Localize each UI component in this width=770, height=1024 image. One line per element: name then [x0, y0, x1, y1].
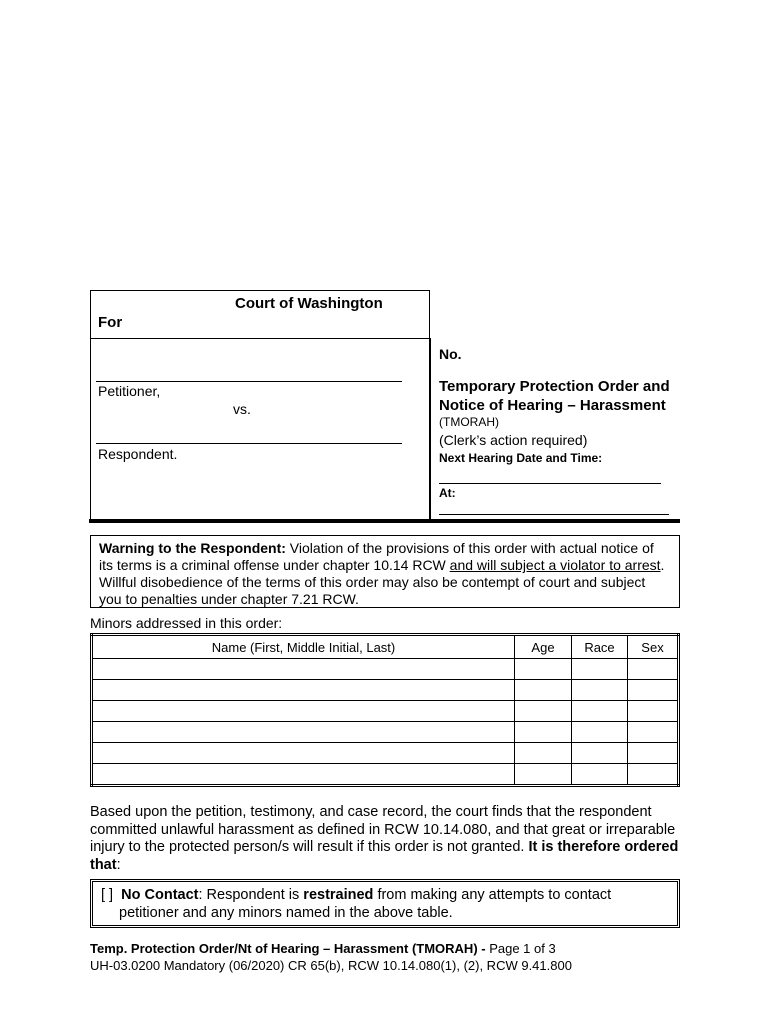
age-cell[interactable]: [515, 722, 572, 743]
restrained-text: restrained: [303, 887, 374, 903]
name-cell[interactable]: [92, 659, 515, 680]
name-cell[interactable]: [92, 701, 515, 722]
warning-box: [90, 535, 680, 608]
sex-cell[interactable]: [628, 701, 679, 722]
sex-cell[interactable]: [628, 743, 679, 764]
column-header-sex: Sex: [628, 635, 679, 659]
age-cell[interactable]: [515, 680, 572, 701]
minors-label: Minors addressed in this order:: [90, 615, 283, 631]
page-footer: [90, 940, 572, 974]
caption-separator: [90, 338, 431, 339]
no-contact-heading: No Contact: [121, 887, 199, 903]
column-header-age: Age: [515, 635, 572, 659]
table-row: [92, 701, 679, 722]
age-cell[interactable]: [515, 743, 572, 764]
sex-cell[interactable]: [628, 680, 679, 701]
findings-order-emphasis: It is therefore ordered that: [90, 839, 679, 873]
footer-page-number: Page 1 of 3: [485, 941, 556, 956]
age-cell[interactable]: [515, 701, 572, 722]
case-number-label: No.: [439, 346, 462, 362]
at-label: At:: [439, 486, 456, 500]
vs-label: vs.: [233, 401, 251, 417]
no-contact-checkbox[interactable]: [ ]: [101, 887, 114, 903]
sex-cell[interactable]: [628, 764, 679, 786]
race-cell[interactable]: [572, 743, 628, 764]
petitioner-line[interactable]: [96, 381, 402, 382]
respondent-label: Respondent.: [98, 446, 178, 462]
warning-heading: Warning to the Respondent:: [99, 540, 286, 556]
no-contact-text: : Respondent is: [198, 887, 304, 903]
race-cell[interactable]: [572, 701, 628, 722]
age-cell[interactable]: [515, 764, 572, 786]
caption-divider: [430, 338, 431, 520]
race-cell[interactable]: [572, 764, 628, 786]
no-contact-box: [90, 879, 680, 928]
table-row: [92, 659, 679, 680]
table-row: [92, 722, 679, 743]
warning-text: Violation of the provisions of this order with actual notice of its terms is a criminal offense under chapter 10.14 RCW: [99, 540, 654, 573]
table-row: [92, 743, 679, 764]
name-cell[interactable]: [92, 680, 515, 701]
column-header-race: Race: [572, 635, 628, 659]
caption-box: [90, 290, 430, 521]
hearing-date-line[interactable]: [439, 483, 661, 484]
minors-header-row: [92, 635, 679, 659]
footer-form-title: Temp. Protection Order/Nt of Hearing – Harassment (TMORAH) -: [90, 941, 486, 956]
respondent-line[interactable]: [96, 443, 402, 444]
name-cell[interactable]: [92, 722, 515, 743]
for-label: For: [98, 314, 123, 331]
findings-text: Based upon the petition, testimony, and case record, the court finds that the respondent committed unlawful harassment as defined in RCW 10.14.080, and that great or irreparable injury to the protected person/s will result if this order is not granted.: [90, 804, 676, 855]
race-cell[interactable]: [572, 722, 628, 743]
minors-table: [90, 633, 680, 787]
footer-form-citation: UH-03.0200 Mandatory (06/2020) CR 65(b), RCW 10.14.080(1), (2), RCW 9.41.800: [90, 958, 572, 973]
court-name: Court of Washington: [235, 295, 383, 312]
name-cell[interactable]: [92, 764, 515, 786]
sex-cell[interactable]: [628, 722, 679, 743]
race-cell[interactable]: [572, 680, 628, 701]
caption-bottom-rule: [89, 519, 680, 523]
next-hearing-label: Next Hearing Date and Time:: [439, 451, 603, 465]
document-title-line2: Notice of Hearing – Harassment: [439, 397, 666, 414]
table-row: [92, 680, 679, 701]
findings-colon: :: [116, 856, 121, 873]
warning-arrest-text: and will subject a violator to arrest: [449, 557, 661, 573]
sex-cell[interactable]: [628, 659, 679, 680]
document-title-line1: Temporary Protection Order and: [439, 378, 670, 395]
race-cell[interactable]: [572, 659, 628, 680]
table-row: [92, 764, 679, 786]
warning-text-continued: . Willful disobedience of the terms of this order may also be contempt of court and subject you to penalties under chapter 7.21 RCW.: [99, 557, 665, 607]
clerk-action-note: (Clerk’s action required): [439, 432, 588, 448]
no-contact-text-continued: from making any attempts to contact petitioner and any minors named in the above table.: [119, 887, 612, 921]
column-header-name: Name (First, Middle Initial, Last): [92, 635, 515, 659]
name-cell[interactable]: [92, 743, 515, 764]
findings-paragraph: [90, 804, 680, 874]
age-cell[interactable]: [515, 659, 572, 680]
hearing-location-line[interactable]: [439, 514, 669, 515]
petitioner-label: Petitioner,: [98, 383, 161, 399]
document-abbreviation: (TMORAH): [439, 415, 499, 429]
